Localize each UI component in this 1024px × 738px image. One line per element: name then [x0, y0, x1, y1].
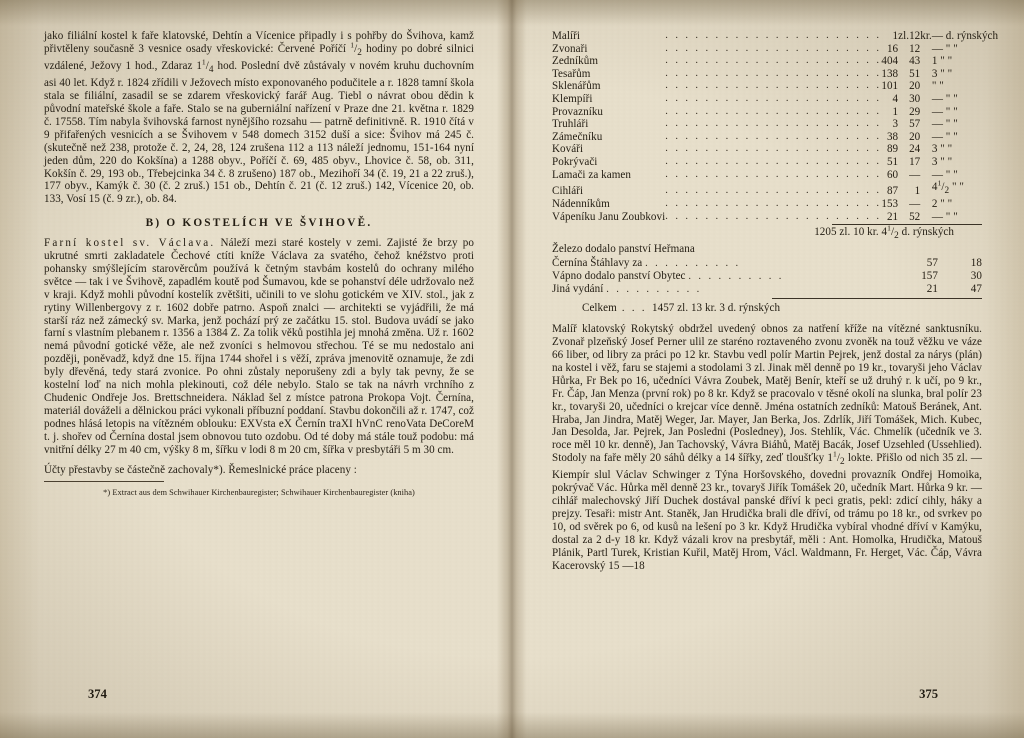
wage-gulden: 3 [892, 118, 899, 131]
leader-dots: . . . . . . . . . . . . . . . . . . . . . . [665, 197, 882, 209]
wage-denar: 2 " " [931, 197, 953, 210]
wage-gulden-unit [898, 181, 909, 198]
material-label: Vápno dodalo panství Obytec . . . . . . . . . . [552, 269, 784, 282]
wage-gulden-unit [898, 118, 909, 131]
wage-label: Lamači za kamen [552, 168, 631, 181]
wage-gulden-unit [898, 43, 909, 56]
wage-denar: " " [931, 80, 944, 93]
wage-gulden-unit [898, 143, 909, 156]
table-row [552, 198, 998, 211]
wage-gulden-unit [898, 198, 909, 211]
leader-dots: . . . . . . . . . . . . . . . . . . . . . . [665, 143, 882, 155]
wage-gulden-unit: zl. [898, 30, 910, 42]
wage-kreuzer: 20 [909, 80, 921, 93]
wage-label: Cihláři [552, 185, 584, 198]
wage-gulden: 138 [881, 67, 899, 80]
wage-denar: — " " [931, 42, 958, 55]
leader-dots: . . . . . . . . . . [606, 283, 702, 295]
table-row [552, 270, 982, 283]
material-label: Jiná vydání . . . . . . . . . . [552, 282, 702, 295]
wage-kreuzer: 57 [909, 118, 921, 131]
wage-kreuzer-unit [920, 198, 932, 211]
total-dots: . . . [616, 303, 652, 315]
wage-kreuzer-unit [920, 118, 932, 131]
total-rule [772, 298, 982, 299]
wage-gulden: 101 [881, 80, 899, 93]
wage-gulden: 38 [886, 130, 899, 143]
wage-kreuzer: 51 [909, 67, 921, 80]
materials-table [552, 243, 982, 296]
leader-dots: . . . . . . . . . . . . . . . . . . . . . . [665, 168, 882, 180]
wage-gulden-unit [898, 156, 909, 169]
wage-kreuzer: 1 [914, 185, 921, 198]
wage-kreuzer: 20 [909, 130, 921, 143]
material-kreuzer [938, 243, 982, 256]
table-row [552, 257, 982, 270]
material-gulden [894, 243, 938, 256]
wage-denar: — " " [931, 105, 958, 118]
wage-label: Provazníku [552, 105, 604, 118]
table-row [552, 118, 998, 131]
wage-kreuzer-unit [920, 80, 932, 93]
wage-gulden: 60 [886, 168, 899, 181]
wage-denar: — " " [931, 92, 958, 105]
wage-label: Tesařům [552, 67, 591, 80]
wage-gulden-unit [898, 93, 909, 106]
leader-dots: . . . . . . . . . . . . . . . . . . . . . . [665, 42, 882, 54]
wage-kreuzer-unit: kr. [920, 30, 932, 42]
wage-gulden-unit [898, 131, 909, 144]
wage-denar: — " " [931, 210, 958, 223]
wage-kreuzer-unit [920, 131, 932, 144]
wage-denar: — " " [931, 118, 958, 131]
wage-gulden: 89 [886, 143, 899, 156]
footnote-text: *) Extract aus dem Schwihauer Kirchenbauregister; Schwihauer Kirchenbauregister (kniha) [103, 488, 415, 498]
leader-dots: . . . . . . . . . . . . . . . . . . . . . . [665, 210, 882, 222]
wage-gulden: 153 [881, 197, 899, 210]
leader-dots: . . . . . . . . . . . . . . . . . . . . . . [665, 80, 882, 92]
leader-dots: . . . . . . . . . . . . . . . . . . . . . . [665, 67, 882, 79]
wage-gulden: 16 [886, 42, 899, 55]
wage-gulden: 404 [881, 55, 899, 68]
wage-gulden: 21 [886, 210, 899, 223]
wage-label: Pokrývači [552, 155, 598, 168]
wage-gulden: 1 [892, 30, 899, 42]
wage-gulden-unit [898, 80, 909, 93]
table-row [552, 211, 998, 224]
wage-denar: 3 " " [931, 143, 953, 156]
wage-kreuzer-unit [920, 211, 932, 224]
left-body-mid [44, 237, 474, 456]
table-row [552, 283, 982, 296]
wage-kreuzer-unit [920, 181, 932, 198]
wage-label: Nádenníkům [552, 197, 610, 210]
material-label: Železo dodalo panství Heřmana [552, 243, 695, 256]
wage-table [552, 30, 998, 223]
wage-kreuzer-unit [920, 55, 932, 68]
wage-kreuzer: 12 [909, 30, 921, 42]
table-row [552, 93, 998, 106]
leader-dots: . . . . . . . . . . . . . . . . . . . . . . [665, 185, 882, 197]
wage-kreuzer-unit [920, 68, 932, 81]
materials-table-body [552, 243, 982, 296]
wage-kreuzer: — [909, 168, 921, 181]
wage-label: Zvonaři [552, 42, 588, 55]
left-body-end: Účty přestavby se částečně zachovaly*). Řemeslnické práce placeny : [44, 463, 357, 476]
wage-gulden-unit [898, 211, 909, 224]
table-row [552, 43, 998, 56]
wage-denar: 1 " " [931, 55, 953, 68]
table-row [552, 181, 998, 198]
wage-kreuzer: — [909, 197, 921, 210]
wage-kreuzer-unit [920, 106, 932, 119]
left-body-top: jako filiální kostel k faře klatovské, Dehtín a Vícenice připadly i s pohřby do Švihova, kamž přivtěleny současně 3 vesnice osady vřeskovické: Červené Poříčí $^1/_2$ hodiny po dobré silnici vzdálené, Ježovy 1 hod., Zdaraz $1^1/_4$ hod. Poslední dvě zůstávaly v novém kruhu duchovním asi 40 let. Když r. 1824 zřídili v Ježovech místo exponovaného podučitele a r. 1828 tamní škola stala se filiální, zasadil se se zdarem vřeskovický farář Aug. Tiebl o návrat obou dědin k původní mateřské škole a faře. Stalo se na guberniální nařízení v Praze dne 21. května r. 1829 č. 17558. Tím nabyla švihovská farnost nynějšího rozsahu — patrně definitivně. R. 1910 čítá v 9 přifařených vesnicích a se Švihovem v 548 domech 3152 duší a sice: Švihov má 245 č. (skutečně než 238, protože č. 2, 24, 28, 124 zrušena 112 a 113 náleží jednomu, 151-164 nyní jeden dům, 220 do Kokšína) a 1288 obyv., Poříčí č. 69, 485 obyv., Lhovice č. 58, ob. 311, Kokšín č. 29, 193 ob., Třebejcinka 34 č. 8 zrušeno) 187 ob., Mezihoří 34 (č. 19, 21 a 22 zruš.), 177 obyv., Kamýk č. 30 (č. 2 zruš.) 151 ob., Dehtín č. 21 (č. 12 zruš.) 142, Vícenice 20, ob. 133, Vosí 15 (č. 9 zr.), ob. 84. [44, 30, 474, 206]
wage-kreuzer: 12 [909, 42, 921, 55]
footnote-divider [44, 481, 164, 482]
left-body-mid-text: Náleží mezi staré kostely v zemi. Zajisté že brzy po ukrutné smrti zakladatele Čechové ctíti kníže Václava za svatého, čehož knéžstvo proti pohansky smýšlejícím starověrcům používá k četným stavbám kostelů do ochrany milého světce — tak i ve Švihově, zapadlém koutě pod Šumavou, kde se pohanství déle udržovalo než v kraji. Když mohli původní kostelík zvětšiti, učinili to ve slohu gotickém ve XIV. stol., jak z rytiny Willenbergovy z r. 1602 dobře patrno. Aspoň znalci — architekti se vyjádřili, že má starší ráz než zámecký sv. Marka, jenž pochází prý ze začátku 15. stol. Budova uvádí se jako farní s vlastním plebanem r. 1356 a 1384 Z. Za tolik věků postihla jej mnohá změna. Už r. 1602 nemá původní gotické věže, ale než zvoníci s helmovou střechou. Té se mu nedostalo ani později, poněvadž, když dne 15. října 1744 shořel i s věží, zpráva jmenovitě oznamuje, že zdi byly dřevěná, tedy stará zvonice. Po ohni zůstaly neporušeny zdi a byly tak pevny, že se kostelní loď na nich mohla plekinouti, což déle nebylo. Stalo se tak na návrh vrchního z Chudenic Ondřeje Jos. Brettschneidera. Náklad šel z místce patrona Prokopa Vojt. Černína, materiál dováželi a dělnickou práci vykonali příbuzní poddaní. Stavbu dokončili až r. 1747, což podnes hlásá letopis na vítězném oblouku: EXVsta eX Černín traXI hVnC renoVata DeCoreM t. j. shořev od Černína dostal jsem obnovou tuto ozdobu. Od té doby má stále touž podobu: má vnitřní délky 27 m 40 cm, výšky 8 m, šířku v lodi 8 m 20 cm, šířka v presbytáři 5 m 30 cm. [44, 237, 474, 456]
wage-denar: — " " [931, 130, 958, 143]
material-gulden: 157 [921, 269, 938, 282]
table-row [552, 131, 998, 144]
wage-denar: 3 " " [931, 155, 953, 168]
wage-label: Malíři [552, 30, 581, 42]
wage-kreuzer: 43 [909, 55, 921, 68]
wage-kreuzer-unit [920, 43, 932, 56]
total-row [552, 301, 982, 316]
table-row [552, 30, 998, 43]
material-gulden: 57 [926, 256, 938, 269]
material-gulden: 21 [926, 282, 938, 295]
table-row [552, 169, 998, 182]
wage-table-body [552, 30, 998, 223]
leader-dots: . . . . . . . . . . . . . . . . . . . . . . [665, 92, 882, 104]
leader-dots: . . . . . . . . . . . . . . . . . . . . . . [665, 30, 882, 41]
wage-gulden-unit [898, 169, 909, 182]
left-page [44, 30, 474, 708]
wage-gulden-unit [898, 68, 909, 81]
wage-gulden: 1 [892, 105, 899, 118]
wage-label: Kováři [552, 143, 584, 156]
wage-gulden-unit [898, 55, 909, 68]
wage-kreuzer: 30 [909, 92, 921, 105]
wage-label: Zámečníku [552, 130, 603, 143]
table-row [552, 156, 998, 169]
wage-kreuzer: 17 [909, 155, 921, 168]
wage-sum-rule [832, 224, 982, 225]
wage-gulden: 4 [892, 92, 899, 105]
wage-kreuzer-unit [920, 156, 932, 169]
total-label: Celkem [582, 302, 617, 315]
table-row [552, 243, 982, 256]
leader-dots: . . . . . . . . . . [645, 257, 741, 269]
wage-denar: — d. rýnských [931, 30, 999, 42]
right-page [552, 30, 999, 708]
table-row [552, 68, 998, 81]
total-value: 1457 zl. 13 kr. 3 d. rýnských [652, 302, 781, 315]
table-row [552, 55, 998, 68]
book-gutter [497, 0, 527, 738]
wage-label: Sklenářům [552, 80, 601, 93]
wage-sum: 1205 zl. 10 kr. $4^1/_2$ d. rýnských [814, 223, 954, 242]
right-body-text: Malíř klatovský Rokytský obdržel uvedený obnos za natření kříže na vítězné sanktusníku. Zvonař plzeňský Josef Perner ulil ze staréno roztaveného zvonu zvoněk na touž věžku ve váze 66 liber, od libry za práci po 12 kr. Stavbu vedl polír Martin Pejrek, jenž dostal za nárys (plán) na kostel i věž, faru se stajemi a stodolami 3 zl. Jinak měl denně po 19 kr., tovaryši jeho Václav Hůrka, Fr Bek po 16, učedníci Vávra Zoubek, Matěj Benír, kteří se už druhý r. k učí, po 9 kr., Fr. Čáp, Jan Menza (první rok) po 8 kr. Když se pracovalo v těsné okolí na slunka, bral polír 23 kr., tovaryši 20, učedníci o krejcar více denně. Jména ostatních zedníků: Matouš Beránek, Ant. Hraba, Jan Jindra, Matěj Weger, Jar. Mayer, Jan Berka, Jos. Zdrlík, Jiří Tomášek, Mich. Kubec, Jan Desolda, Jar. Pejrek, Jan Posledni (Posledney), Jos. Stehlík, Vác. Chmelík (učedník ve 3. roce měl 10 kr. denně), Jan Tachovský, Vávra Biáhů, Matěj Bacák, Josef Uzsehled (Ussehlied). Stodoly na faře měly 20 sáhů délky a 14 šířky, zeď tloušťky $1^1/_2$ lokte. Přišlo od nich 35 zl. — Kiempír slul Václav Schwinger z Týna Horšovského, dovedni provazník Ondřej Homoika, pokrývač Vác. Hůrka měl denně 23 kr., tovaryš Jiřík Tomášek 20, učedník Mart. Hůrka 9 kr. — cihlář malechovský Jiří Duchek dostával panské dříví k peci gratis, pekl: zdicí cihly, háky a prejzy. Tesaři: mistr Ant. Staněk, Jan Hrudička brali dle dříví, od trámu po 18 kr., od svrkev po 10, od svěrek po 6, od kusů na lešení po 3 kr. Když Hrudička vybíral vhodné dříví v Kamýku, dostal za 2 d-y 18 kr. Když vázali krov na presbytář, měli : Ant. Homolka, Hrudička, Matouš Plánik, Partl Turek, Kristian Kuřil, Matěj Hrom, Václ. Waldmann, Fr. Herget, Vác. Čáp, Vávra Kacerovský 15 —18 [552, 323, 982, 572]
table-row [552, 106, 998, 119]
wage-kreuzer-unit [920, 169, 932, 182]
wage-label: Vápeníku Janu Zoubkovi [552, 210, 666, 223]
wage-kreuzer: 29 [909, 105, 921, 118]
right-page-column [552, 30, 999, 573]
folio-left: 374 [88, 687, 107, 701]
wage-gulden: 87 [886, 185, 899, 198]
wage-label: Zedníkům [552, 55, 598, 68]
material-kreuzer: 30 [970, 269, 982, 282]
wage-label: Klempíři [552, 92, 593, 105]
material-kreuzer: 18 [970, 256, 982, 269]
table-row [552, 143, 998, 156]
wage-gulden-unit [898, 106, 909, 119]
leader-dots: . . . . . . . . . . . . . . . . . . . . . . [665, 118, 882, 130]
wage-kreuzer: 52 [909, 210, 921, 223]
leader-dots: . . . . . . . . . . . . . . . . . . . . . . [665, 55, 882, 67]
lead-in-text: Farní kostel sv. Václava. [44, 237, 216, 250]
leader-dots: . . . . . . . . . . [688, 270, 784, 282]
wage-denar: 3 " " [931, 67, 953, 80]
wage-kreuzer: 24 [909, 143, 921, 156]
material-kreuzer: 47 [970, 282, 982, 295]
wage-label: Truhláři [552, 118, 589, 131]
wage-denar: $4^1/_2$ " " [931, 178, 964, 197]
wage-kreuzer-unit [920, 93, 932, 106]
leader-dots: . . . . . . . . . . . . . . . . . . . . . . [665, 105, 882, 117]
left-page-column [44, 30, 474, 498]
leader-dots: . . . . . . . . . . . . . . . . . . . . . . [665, 130, 882, 142]
wage-gulden: 51 [886, 155, 899, 168]
table-row [552, 80, 998, 93]
section-heading: B) O KOSTELÍCH VE ŠVIHOVĚ. [145, 217, 373, 230]
material-label: Černína Štáhlavy za . . . . . . . . . . [552, 256, 741, 269]
leader-dots: . . . . . . . . . . . . . . . . . . . . . . [665, 155, 882, 167]
wage-denar: — " " [931, 168, 958, 181]
folio-right: 375 [919, 687, 938, 701]
wage-kreuzer-unit [920, 143, 932, 156]
